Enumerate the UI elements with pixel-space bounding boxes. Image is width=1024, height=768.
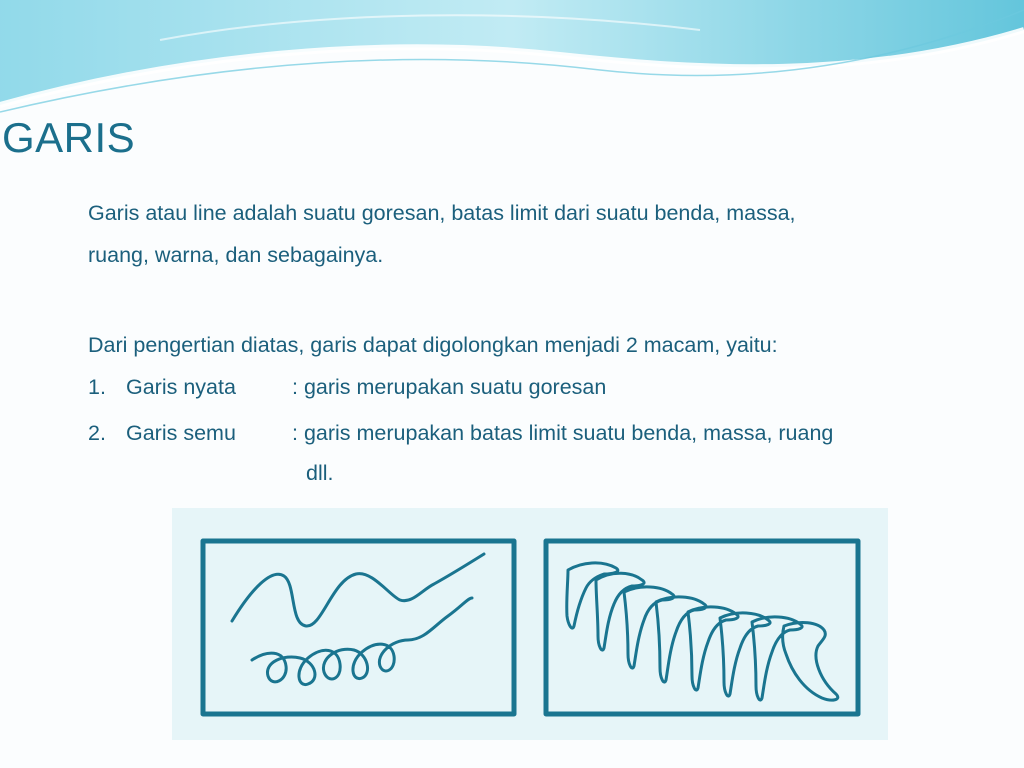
item-term: Garis semu xyxy=(126,421,236,445)
implied-line-zigzag xyxy=(567,563,838,700)
item-number: 2. xyxy=(88,421,106,445)
implied-line-frame xyxy=(546,541,858,714)
line-types-illustration xyxy=(172,508,888,740)
definition-line-2: ruang, warna, dan sebagainya. xyxy=(88,243,384,267)
classification-intro: Dari pengertian diatas, garis dapat digolongkan menjadi 2 macam, yaitu: xyxy=(88,333,778,357)
illustration-svg xyxy=(172,508,888,740)
item-definition-continuation: dll. xyxy=(306,461,334,485)
item-term: Garis nyata xyxy=(126,375,236,399)
header-wave-decoration xyxy=(0,0,1024,140)
item-definition: : garis merupakan batas limit suatu benda, massa, ruang xyxy=(292,421,834,445)
line-types-list xyxy=(88,366,968,458)
definition-line-1: Garis atau line adalah suatu goresan, batas limit dari suatu benda, massa, xyxy=(88,201,796,225)
slide-title: GARIS xyxy=(2,114,136,161)
list-item xyxy=(88,412,968,458)
list-item xyxy=(88,366,968,412)
real-line-wave xyxy=(232,554,484,626)
slide-body xyxy=(88,192,968,494)
item-number: 1. xyxy=(88,375,106,399)
item-definition: : garis merupakan suatu goresan xyxy=(292,375,607,399)
real-line-loops xyxy=(252,598,472,685)
real-line-frame xyxy=(203,541,514,714)
paragraph-gap xyxy=(88,276,968,324)
